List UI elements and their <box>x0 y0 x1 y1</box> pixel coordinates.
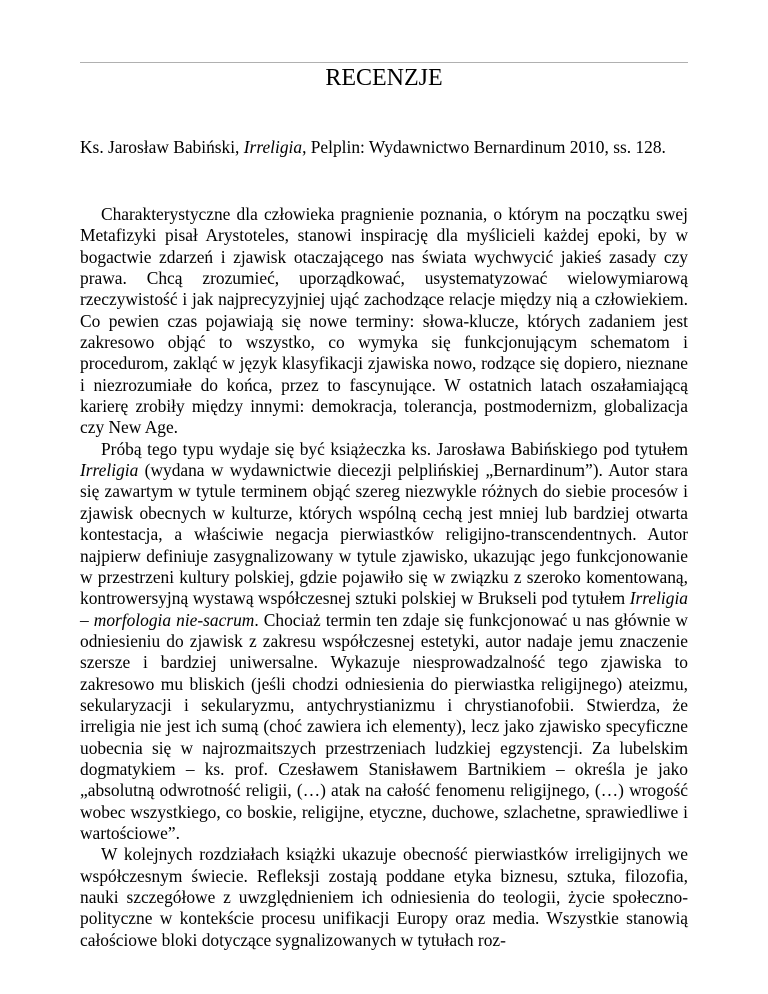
header-rule <box>80 62 688 63</box>
review-paragraph <box>80 439 688 845</box>
review-paragraph <box>80 204 688 439</box>
paragraph-text: W kolejnych rozdziałach książki ukazuje obecność pierwiastków irreligijnych we współczesnym świecie. Refleksji zostają poddane etyka biznesu, sztuka, filozofia, nauki szczegółowe z uwzględnieniem ich odniesienia do teologii, życie społeczno-polityczne w kontekście procesu unifikacji Europy oraz media. Wszystkie stanowią całościowe bloki dotyczące sygnalizowanych w tytułach roz- <box>80 844 688 950</box>
paragraph-text: Próbą tego typu wydaje się być książeczka ks. Jarosława Babińskiego pod tytułem <box>101 438 688 459</box>
italic-title-text: Irreligia – morfologia nie-sacrum <box>80 588 688 630</box>
review-paragraph <box>80 844 688 951</box>
review-body <box>80 204 688 951</box>
paragraph-text: . Chociaż termin ten zdaje się funkcjonować u nas głównie w odniesieniu do zjawisk z zakresu współczesnej estetyki, autor nadaje jemu znaczenie szersze i bardziej uniwersalne. Wykazuje niesprowadzalność tego zjawiska to zakresowo mu bliskich (jeśli chodzi odniesienia do pierwiastka religijnego) ateizmu, sekularyzacji i sekularyzmu, antychrystianizmu i chrystianofobii. Stwierdza, że irreligia nie jest ich sumą (choć zawiera ich elementy), lecz jako zjawisko specyficzne uobecnia się w najrozmaitszych przestrzeniach ludzkiej egzystencji. Za lubelskim dogmatykiem – ks. prof. Czesławem Stanisławem Bartnikiem – określa je jako „absolutną odwrotność religii, (…) atak na całość fenomenu religijnego, (…) wrogość wobec wszystkiego, co boskie, religijne, etyczne, duchowe, szlachetne, sprawiedliwe i wartościowe”. <box>80 609 688 843</box>
book-publication-details: , Pelplin: Wydawnictwo Bernardinum 2010, ss. 128. <box>302 137 666 157</box>
section-heading: RECENZJE <box>325 65 443 91</box>
book-title: Irreligia <box>243 137 303 157</box>
bibliographic-entry <box>80 136 688 158</box>
paragraph-text: Charakterystyczne dla człowieka pragnienie poznania, o którym na początku swej Metafizyki pisał Arystoteles, stanowi inspirację dla myślicieli każdej epoki, by w bogactwie zdarzeń i zjawisk otaczającego nas świata wychwycić jakieś zasady czy prawa. Chcą zrozumieć, uporządkować, usystematyzować wielowymiarową rzeczywistość i jak najprecyzyjniej ująć zachodzące relacje między nią a człowiekiem. Co pewien czas pojawiają się nowe terminy: słowa-klucze, których zadaniem jest zakresowo objąć to wszystko, co wymyka się funkcjonującym schematom i procedurom, zakląć w język klasyfikacji zjawiska nowo, rodzące się dopiero, nieznane i niezrozumiałe do końca, przez to fascynujące. W ostatnich latach oszałamiającą karierę zrobiły między innymi: demokracja, tolerancja, postmodernizm, globalizacja czy New Age. <box>80 204 688 438</box>
paragraph-text: (wydana w wydawnictwie diecezji pelplińskiej „Bernardinum”). Autor stara się zawartym w tytule terminem objąć szereg niezwykle różnych do siebie procesów i zjawisk obecnych w kulturze, których wspólną cechą jest mniej lub bardziej otwarta kontestacja, a właściwie negacja pierwiastków religijno-transcendentnych. Autor najpierw definiuje zasygnalizowany w tytule zjawisko, ukazując jego funkcjonowanie w przestrzeni kultury polskiej, gdzie pojawiło się w związku z szeroko komentowaną, kontrowersyjną wystawą współczesnej sztuki polskiej w Brukseli pod tytułem <box>80 460 688 609</box>
italic-title-text: Irreligia <box>80 460 139 481</box>
book-author: Ks. Jarosław Babiński, <box>80 137 244 157</box>
